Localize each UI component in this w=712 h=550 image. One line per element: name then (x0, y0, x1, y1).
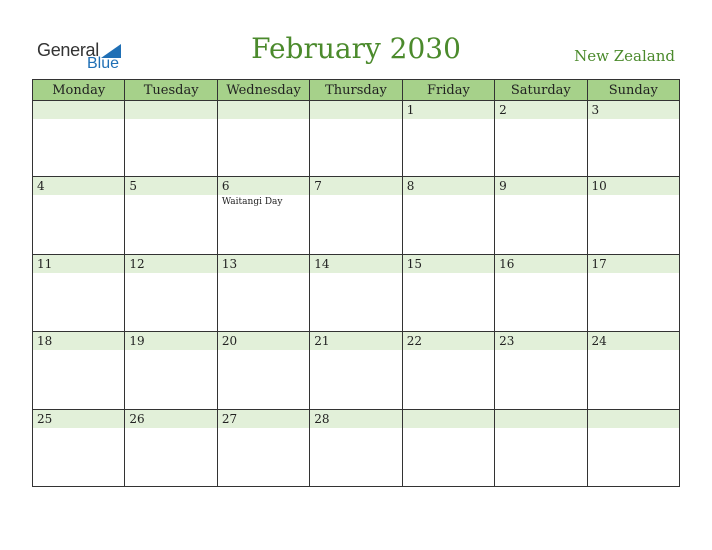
weekday-header: Saturday (495, 80, 587, 101)
day-cell (125, 332, 217, 409)
day-number: 7 (310, 177, 401, 195)
weekday-header-row (33, 80, 680, 101)
day-cell (310, 177, 402, 254)
logo-general-text: General (37, 40, 99, 60)
country-label: New Zealand (574, 47, 675, 65)
logo-blue-text: Blue (87, 55, 120, 72)
weekday-header: Sunday (587, 80, 679, 101)
day-number (125, 101, 216, 119)
day-number: 23 (495, 332, 586, 350)
day-cell (217, 409, 309, 486)
holiday-label: Waitangi Day (221, 197, 283, 208)
day-number: 4 (33, 177, 124, 195)
day-number (403, 410, 494, 428)
weekday-header: Monday (33, 80, 125, 101)
weekday-header: Friday (402, 80, 494, 101)
day-cell (495, 177, 587, 254)
day-cell (33, 254, 125, 331)
day-cell (402, 409, 494, 486)
day-cell (217, 101, 309, 177)
day-number: 14 (310, 255, 401, 273)
day-number: 15 (403, 255, 494, 273)
day-number (218, 101, 309, 119)
weekday-header: Thursday (310, 80, 402, 101)
day-cell (587, 332, 679, 409)
week-row (33, 409, 680, 486)
day-number (588, 410, 679, 428)
day-number: 6 (218, 177, 309, 195)
day-number (495, 410, 586, 428)
day-number (33, 101, 124, 119)
day-cell (495, 332, 587, 409)
day-cell (310, 254, 402, 331)
day-number: 20 (218, 332, 309, 350)
day-number: 17 (588, 255, 679, 273)
day-cell (125, 101, 217, 177)
day-number: 2 (495, 101, 586, 119)
day-cell (402, 332, 494, 409)
day-cell (217, 254, 309, 331)
day-cell (495, 254, 587, 331)
day-number: 22 (403, 332, 494, 350)
day-cell (495, 409, 587, 486)
day-cell (33, 332, 125, 409)
day-cell (587, 409, 679, 486)
day-number: 11 (33, 255, 124, 273)
day-number: 21 (310, 332, 401, 350)
day-number: 27 (218, 410, 309, 428)
day-number: 24 (588, 332, 679, 350)
weekday-header: Tuesday (125, 80, 217, 101)
week-row (33, 332, 680, 409)
week-row (33, 254, 680, 331)
day-cell (310, 332, 402, 409)
day-cell (310, 101, 402, 177)
day-cell (587, 101, 679, 177)
day-number: 10 (588, 177, 679, 195)
day-cell (217, 177, 309, 254)
day-cell (402, 254, 494, 331)
day-cell (310, 409, 402, 486)
day-cell (402, 177, 494, 254)
day-number: 9 (495, 177, 586, 195)
day-number: 16 (495, 255, 586, 273)
week-row (33, 101, 680, 177)
day-number: 25 (33, 410, 124, 428)
day-cell (125, 177, 217, 254)
day-cell (217, 332, 309, 409)
day-number: 13 (218, 255, 309, 273)
day-number: 3 (588, 101, 679, 119)
day-number: 8 (403, 177, 494, 195)
page-title: February 2030 (251, 32, 461, 65)
day-number (310, 101, 401, 119)
day-cell (125, 409, 217, 486)
day-number: 28 (310, 410, 401, 428)
day-cell (33, 177, 125, 254)
day-number: 18 (33, 332, 124, 350)
calendar-grid (32, 79, 680, 487)
day-cell (495, 101, 587, 177)
day-number: 12 (125, 255, 216, 273)
day-number: 26 (125, 410, 216, 428)
day-cell (125, 254, 217, 331)
day-cell (402, 101, 494, 177)
day-number: 19 (125, 332, 216, 350)
day-number: 5 (125, 177, 216, 195)
day-number: 1 (403, 101, 494, 119)
day-cell (33, 409, 125, 486)
day-cell (33, 101, 125, 177)
weekday-header: Wednesday (217, 80, 309, 101)
day-cell (587, 177, 679, 254)
week-row (33, 177, 680, 254)
day-cell (587, 254, 679, 331)
